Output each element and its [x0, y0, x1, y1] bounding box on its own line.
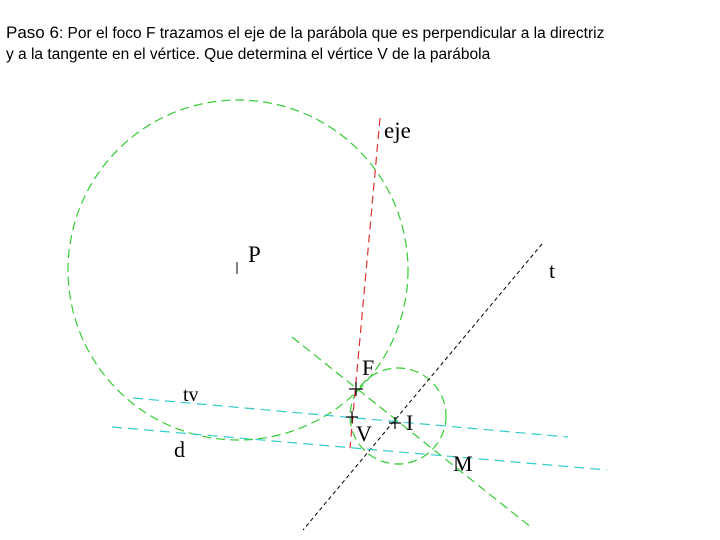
label-f: F	[362, 355, 375, 380]
caption-line-2: y a la tangente en el vértice. Que determina el vértice V de la parábola	[6, 46, 491, 63]
label-eje: eje	[384, 118, 411, 143]
label-d: d	[174, 437, 185, 462]
caption-text-1: : Por el foco F trazamos el eje de la parábola que es perpendicular a la directriz	[58, 25, 605, 42]
point-i	[389, 417, 401, 429]
label-m: M	[453, 451, 473, 476]
label-t: t	[549, 258, 556, 283]
label-p: P	[248, 242, 261, 267]
axis-line-eje	[350, 118, 380, 448]
tangent-line-t	[303, 244, 542, 530]
step-label: Paso 6	[6, 23, 59, 42]
label-i: I	[406, 410, 414, 435]
label-v: V	[356, 421, 372, 446]
label-tv: tv	[183, 384, 199, 406]
